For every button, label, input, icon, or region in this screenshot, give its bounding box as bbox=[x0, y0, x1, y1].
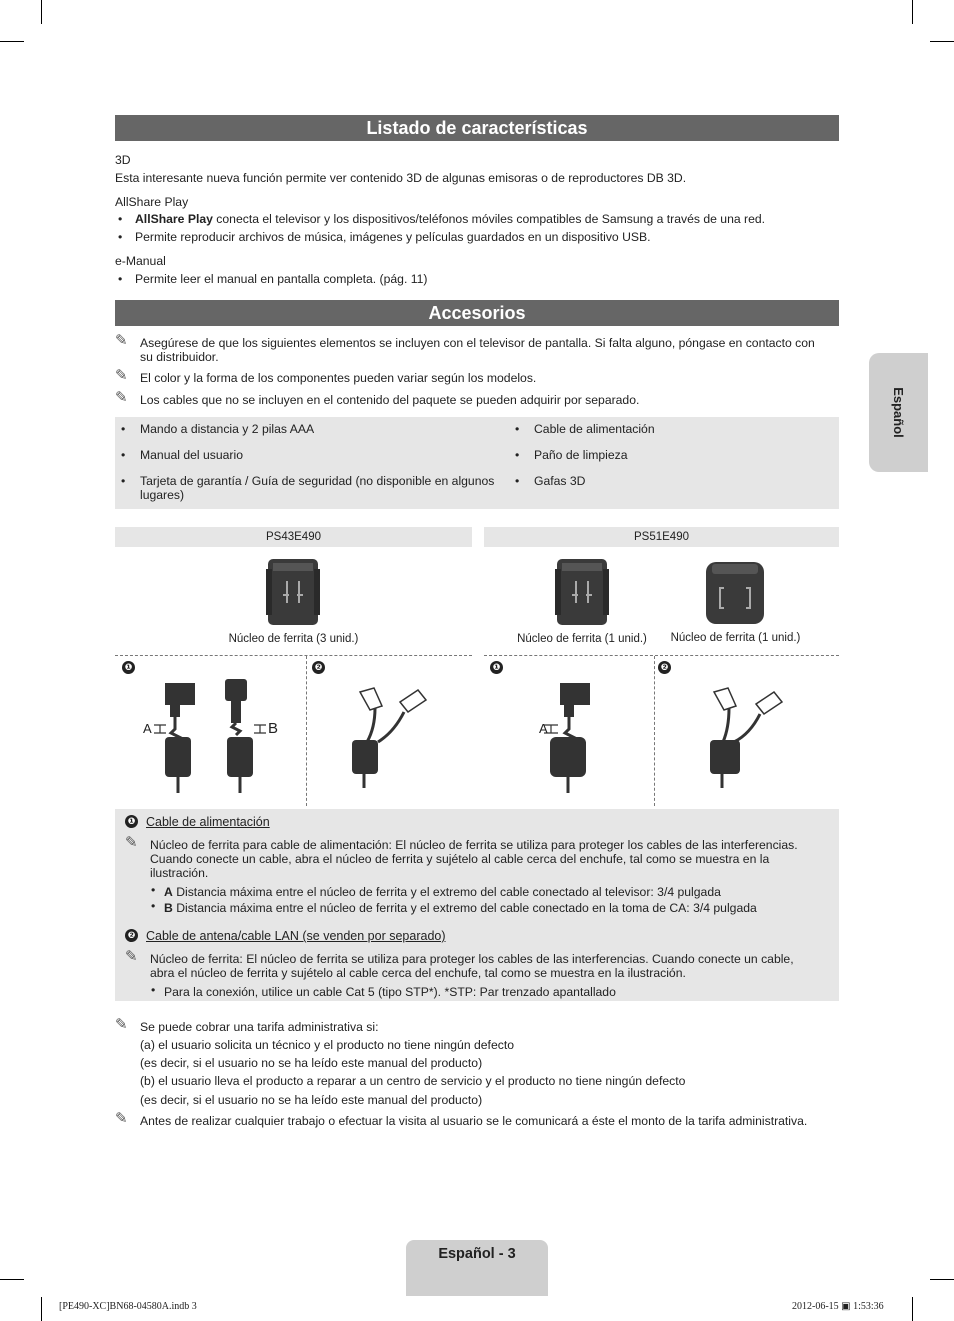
crop-mark bbox=[930, 1279, 954, 1280]
print-date-info: 2012-06-15 ▣ 1:53:36 bbox=[792, 1301, 884, 1312]
page-number: Español - 3 bbox=[438, 1246, 516, 1262]
crop-mark bbox=[912, 0, 913, 24]
accessory-item: Manual del usuario bbox=[140, 448, 243, 462]
accessories-header: Accesorios bbox=[115, 300, 839, 326]
bullet: • bbox=[121, 422, 126, 436]
crop-mark bbox=[0, 1279, 24, 1280]
feature-title-emanual: e-Manual bbox=[115, 254, 166, 268]
ferrite-caption-right-a: Núcleo de ferrita (1 unid.) bbox=[517, 633, 647, 645]
bullet: • bbox=[121, 474, 126, 488]
bullet: • bbox=[151, 899, 156, 913]
pencil-note-icon: ✎ bbox=[115, 332, 128, 349]
ferrite-caption-right-b: Núcleo de ferrita (1 unid.) bbox=[670, 632, 801, 644]
accessory-item: Gafas 3D bbox=[534, 474, 586, 488]
antenna-cable-illustration bbox=[340, 682, 440, 792]
bullet: • bbox=[118, 272, 123, 286]
accessory-item: Mando a distancia y 2 pilas AAA bbox=[140, 422, 315, 436]
fees-final: Antes de realizar cualquier trabajo o efectuar la visita al usuario se le comunicará a éste el monto de la tarifa administrativa. bbox=[140, 1114, 808, 1128]
step-1-badge: ❶ bbox=[490, 661, 503, 674]
accessories-note-3: Los cables que no se incluyen en el contenido del paquete se pueden adquirir por separado. bbox=[140, 393, 640, 407]
crop-mark bbox=[0, 41, 24, 42]
bullet: • bbox=[515, 422, 520, 436]
accessories-note-1: Asegúrese de que los siguientes elementos se incluyen con el televisor de pantalla. Si falta alguno, póngase en contacto con su distribuidor. bbox=[140, 336, 815, 364]
antenna-cable-title: Cable de antena/cable LAN (se venden por separado) bbox=[146, 929, 446, 943]
power-cable-illustration bbox=[140, 675, 290, 800]
fees-intro: Se puede cobrar una tarifa administrativa si: bbox=[140, 1020, 379, 1034]
step-1-badge: ❶ bbox=[125, 815, 138, 828]
pencil-note-icon: ✎ bbox=[125, 834, 138, 851]
accessories-note-2: El color y la forma de los componentes pueden variar según los modelos. bbox=[140, 371, 537, 385]
pencil-note-icon: ✎ bbox=[125, 948, 138, 965]
bullet: • bbox=[118, 212, 123, 226]
bullet: • bbox=[118, 230, 123, 244]
power-cable-title: Cable de alimentación bbox=[146, 815, 270, 829]
power-cable-distance-b: B Distancia máxima entre el núcleo de ferrita y el extremo del cable conectado en la toma de CA: 3/4 pulgada bbox=[164, 901, 757, 915]
print-file-info: [PE490-XC]BN68-04580A.indb 3 bbox=[59, 1301, 197, 1312]
bullet: • bbox=[151, 983, 156, 997]
fees-line: (es decir, si el usuario no se ha leído este manual del producto) bbox=[140, 1056, 483, 1070]
crop-mark bbox=[930, 41, 954, 42]
crop-mark bbox=[912, 1297, 913, 1321]
power-cable-illustration bbox=[530, 675, 610, 800]
antenna-cable-bullet: Para la conexión, utilice un cable Cat 5 (tipo STP*). *STP: Par trenzado apantallado bbox=[164, 985, 616, 999]
pencil-note-icon: ✎ bbox=[115, 367, 128, 384]
fees-line: (es decir, si el usuario no se ha leído este manual del producto) bbox=[140, 1093, 483, 1107]
feature-item-allshare-1: AllShare Play conecta el televisor y los dispositivos/teléfonos móviles compatibles de Samsung a través de una red. bbox=[135, 212, 766, 226]
bullet: • bbox=[151, 883, 156, 897]
bullet: • bbox=[515, 448, 520, 462]
feature-item-emanual: Permite leer el manual en pantalla completa. (pág. 11) bbox=[135, 272, 428, 286]
label-b: B bbox=[268, 720, 279, 737]
ferrite-core-icon bbox=[704, 560, 766, 626]
label-a: A bbox=[539, 721, 548, 736]
pencil-note-icon: ✎ bbox=[115, 1110, 128, 1127]
accessory-item: Cable de alimentación bbox=[534, 422, 655, 436]
accessory-item: Paño de limpieza bbox=[534, 448, 628, 462]
antenna-cable-illustration bbox=[704, 682, 804, 792]
ferrite-caption-left: Núcleo de ferrita (3 unid.) bbox=[228, 633, 359, 645]
pencil-note-icon: ✎ bbox=[115, 1016, 128, 1033]
power-cable-note: Núcleo de ferrita para cable de alimentación: El núcleo de ferrita se utiliza para proteger los cables de las interferencias. Cuando conecte un cable, abra el núcleo de ferrita y sujételo al cable cerca del enchufe, tal como se muestra en la ilustración. bbox=[150, 838, 798, 880]
feature-title-3d: 3D bbox=[115, 153, 131, 167]
features-header: Listado de características bbox=[115, 115, 839, 141]
crop-mark bbox=[41, 0, 42, 24]
divider bbox=[306, 656, 307, 806]
divider bbox=[115, 655, 472, 656]
bullet: • bbox=[121, 448, 126, 462]
power-cable-distance-a: A Distancia máxima entre el núcleo de ferrita y el extremo del cable conectado al televisor: 3/4 pulgada bbox=[164, 885, 721, 899]
accessory-item: Tarjeta de garantía / Guía de seguridad (no disponible en algunos lugares) bbox=[140, 474, 495, 502]
ferrite-core-icon bbox=[265, 557, 321, 627]
fees-line: (a) el usuario solicita un técnico y el producto no tiene ningún defecto bbox=[140, 1038, 514, 1052]
divider bbox=[654, 656, 655, 806]
feature-title-allshare: AllShare Play bbox=[115, 195, 189, 209]
step-1-badge: ❶ bbox=[122, 661, 135, 674]
fees-line: (b) el usuario lleva el producto a reparar a un centro de servicio y el producto no tiene ningún defecto bbox=[140, 1074, 686, 1088]
label-a: A bbox=[143, 721, 152, 736]
feature-item-allshare-2: Permite reproducir archivos de música, imágenes y películas guardados en un dispositivo USB. bbox=[135, 230, 651, 244]
step-2-badge: ❷ bbox=[658, 661, 671, 674]
model-label-left: PS43E490 bbox=[115, 527, 472, 547]
language-side-tab-label: Español bbox=[890, 387, 906, 438]
pencil-note-icon: ✎ bbox=[115, 389, 128, 406]
step-2-badge: ❷ bbox=[125, 929, 138, 942]
model-label-right: PS51E490 bbox=[484, 527, 839, 547]
feature-text-3d: Esta interesante nueva función permite ver contenido 3D de algunas emisoras o de reproductores DB 3D. bbox=[115, 171, 687, 185]
divider bbox=[484, 655, 839, 656]
step-2-badge: ❷ bbox=[312, 661, 325, 674]
antenna-cable-note: Núcleo de ferrita: El núcleo de ferrita se utiliza para proteger los cables de las interferencias. Cuando conecte un cable, abra el núcleo de ferrita y sujételo al cable cerca del enchufe, tal como se muestra en la ilustración. bbox=[150, 952, 794, 980]
ferrite-core-icon bbox=[554, 557, 610, 627]
bullet: • bbox=[515, 474, 520, 488]
crop-mark bbox=[41, 1297, 42, 1321]
